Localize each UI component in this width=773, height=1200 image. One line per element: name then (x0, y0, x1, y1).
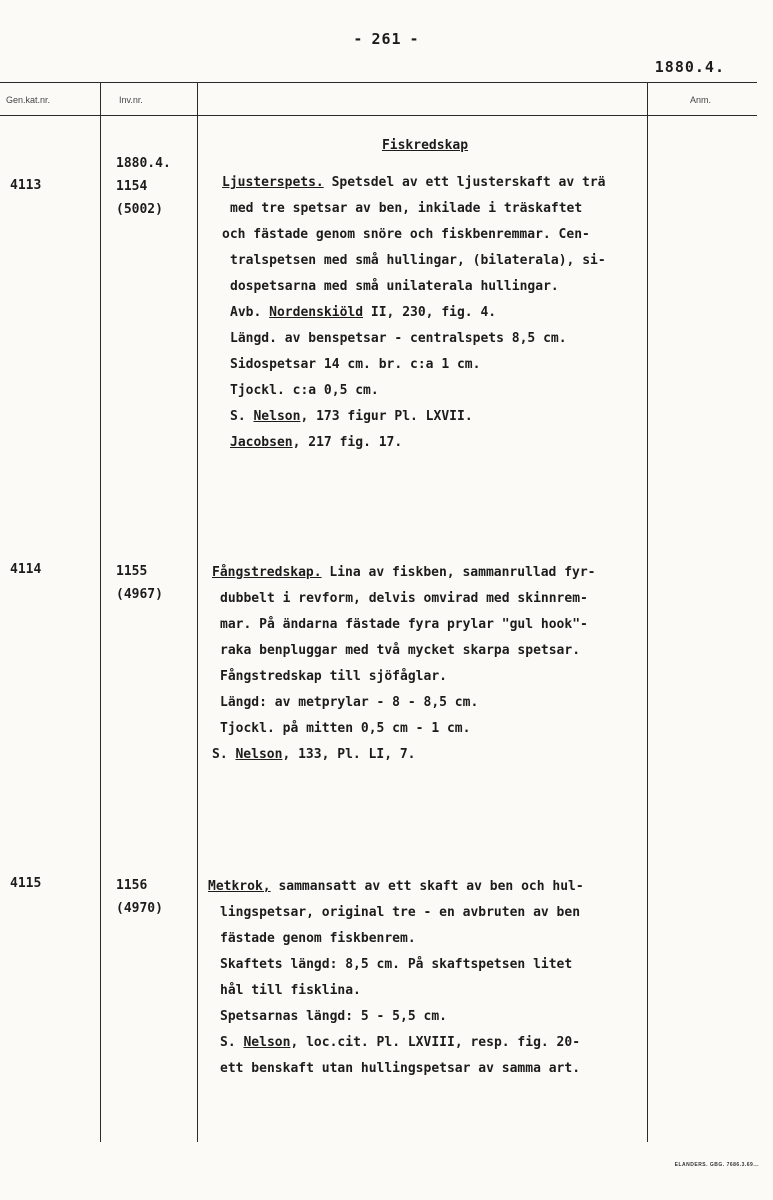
inventory-number-block (116, 874, 163, 920)
entry-line: ett benskaft utan hullingspetsar av samma art. (220, 1061, 581, 1076)
entry-line: lingspetsar, original tre - en avbruten av ben (220, 905, 581, 920)
entry-line: Fångstredskap till sjöfåglar. (220, 669, 447, 684)
entry-line: Sidospetsar 14 cm. br. c:a 1 cm. (230, 357, 481, 372)
column-header-gen-kat-nr: Gen.kat.nr. (6, 95, 51, 105)
printer-mark: ELANDERS. GBG. 7686.3.69... (674, 1162, 759, 1168)
year-code: 1880.4. (654, 58, 725, 76)
entry-line: mar. På ändarna fästade fyra prylar "gul hook"- (220, 617, 588, 632)
entry-line: Skaftets längd: 8,5 cm. På skaftspetsen litet (220, 957, 573, 972)
entry-description (212, 560, 662, 768)
page-number: - 261 - (353, 30, 420, 48)
entry-description (208, 874, 658, 1082)
entry-line: S. Nelson, loc.cit. Pl. LXVIII, resp. fig. 20- (220, 1035, 581, 1050)
entry-line: tralspetsen med små hullingar, (bilaterala), si- (230, 253, 606, 268)
catalog-number: 4113 (10, 178, 42, 193)
catalog-number: 4115 (10, 876, 42, 891)
inventory-number-block (116, 152, 171, 221)
inventory-number-block (116, 560, 163, 606)
entry-line: fästade genom fiskbenrem. (220, 931, 416, 946)
inventory-line: (4967) (116, 587, 163, 602)
inventory-line: 1156 (116, 878, 148, 893)
column-header-inv-nr: Inv.nr. (119, 95, 143, 105)
inventory-line: 1155 (116, 564, 148, 579)
entry-description (222, 170, 672, 456)
column-divider-gen-inv (100, 82, 101, 1142)
entry-line: raka benpluggar med två mycket skarpa spetsar. (220, 643, 581, 658)
column-divider-inv-text (197, 82, 198, 1142)
entry-line: S. Nelson, 173 figur Pl. LXVII. (230, 409, 473, 424)
entry-line: dospetsarna med små unilaterala hullingar. (230, 279, 559, 294)
entry-line: Längd. av benspetsar - centralspets 8,5 cm. (230, 331, 567, 346)
header-rule-top (0, 82, 757, 83)
entry-line: Längd: av metprylar - 8 - 8,5 cm. (220, 695, 479, 710)
entry-line: med tre spetsar av ben, inkilade i träskaftet (230, 201, 583, 216)
entry-line: Fångstredskap. Lina av fiskben, sammanrullad fyr- (212, 565, 596, 580)
column-header-anm: Anm. (690, 95, 712, 105)
inventory-line: (4970) (116, 901, 163, 916)
entry-line: Jacobsen, 217 fig. 17. (230, 435, 403, 450)
entry-line: hål till fisklina. (220, 983, 361, 998)
entry-line: dubbelt i revform, delvis omvirad med skinnrem- (220, 591, 588, 606)
catalog-number: 4114 (10, 562, 42, 577)
entry-line: Avb. Nordenskiöld II, 230, fig. 4. (230, 305, 497, 320)
section-title: Fiskredskap (381, 138, 469, 153)
entry-line: och fästade genom snöre och fiskbenremmar. Cen- (222, 227, 590, 242)
inventory-line: (5002) (116, 202, 163, 217)
inventory-line: 1154 (116, 179, 148, 194)
entry-line: Tjockl. c:a 0,5 cm. (230, 383, 379, 398)
entry-title: Metkrok, (208, 879, 271, 894)
header-rule-bottom (0, 115, 757, 116)
entry-line: Tjockl. på mitten 0,5 cm - 1 cm. (220, 721, 471, 736)
entry-title: Fångstredskap. (212, 565, 322, 580)
entry-line: Ljusterspets. Spetsdel av ett ljusterskaft av trä (222, 175, 606, 190)
entry-line: Spetsarnas längd: 5 - 5,5 cm. (220, 1009, 447, 1024)
entry-line: Metkrok, sammansatt av ett skaft av ben och hul- (208, 879, 584, 894)
inventory-line: 1880.4. (116, 156, 171, 171)
entry-line: S. Nelson, 133, Pl. LI, 7. (212, 747, 416, 762)
entry-title: Ljusterspets. (222, 175, 324, 190)
